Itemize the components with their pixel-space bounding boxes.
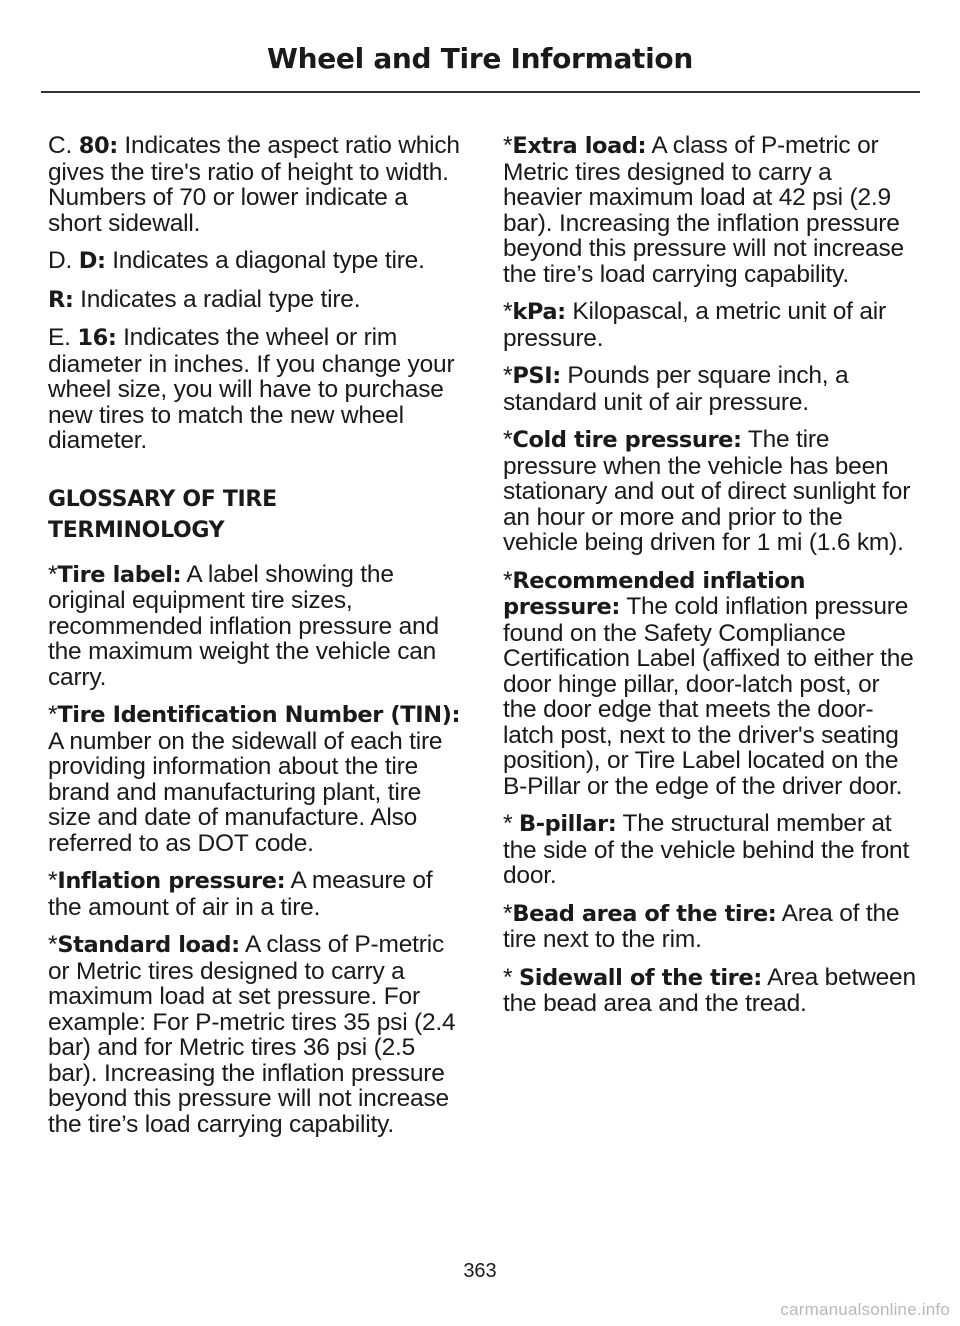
entry-text: Indicates the aspect ratio which gives the tire's ratio of height to width. Numbers of 70 or lower indicate a short sidewall.	[48, 132, 460, 237]
entry-text: A class of P-metric or Metric tires designed to carry a heavier maximum load at 42 psi (2.9 bar). Increasing the inflation pressure beyond this pressure will not increase the tire’s load carrying capability.	[503, 132, 904, 288]
glossary-entry	[48, 702, 464, 856]
entry-text: Indicates a diagonal type tire.	[105, 247, 425, 274]
glossary-entry	[503, 299, 917, 351]
entry-term: R:	[48, 286, 74, 313]
page-number: 363	[463, 1260, 497, 1282]
glossary-entry	[48, 868, 464, 920]
glossary-entry	[503, 568, 917, 800]
left-column	[48, 133, 464, 1149]
entry-prefix: E.	[48, 324, 78, 351]
entry-prefix: *	[503, 362, 513, 389]
left-entries-top	[48, 133, 464, 454]
entry-text: A label showing the original equipment tire sizes, recommended inflation pressure and the maximum weight the vehicle can carry.	[48, 560, 439, 691]
glossary-entry	[48, 562, 464, 691]
entry-term: Inflation pressure:	[57, 868, 286, 894]
glossary-entry	[48, 248, 464, 275]
entry-text: Pounds per square inch, a standard unit of air pressure.	[503, 362, 849, 416]
entry-term: PSI:	[512, 363, 561, 389]
entry-text: The tire pressure when the vehicle has been stationary and out of direct sunlight for an hour or more and prior to the vehicle being driven for 1 mi (1.6 km).	[503, 426, 911, 556]
entry-prefix: *	[503, 810, 519, 837]
entry-prefix: *	[503, 963, 519, 991]
entry-term: Tire Identification Number (TIN):	[57, 702, 461, 728]
glossary-heading: GLOSSARY OF TIRE TERMINOLOGY	[48, 486, 277, 543]
watermark: carmanualsonline.info	[780, 1300, 950, 1319]
entry-prefix: *	[48, 867, 58, 894]
right-column	[503, 133, 917, 1029]
entry-term: 16:	[77, 325, 117, 351]
entry-term: kPa:	[512, 299, 566, 325]
glossary-entry	[503, 965, 917, 1017]
entry-text: The cold inflation pressure found on the Safety Compliance Certification Label (affixed to either the door hinge pillar, door-latch post, or the door edge that meets the door-latch post, next to the driver's seating position), or Tire Label located on the B-Pillar or the edge of the driver door.	[503, 593, 914, 800]
entry-prefix: *	[503, 566, 513, 594]
entry-term: Bead area of the tire:	[512, 900, 777, 927]
entry-prefix: *	[503, 426, 513, 453]
entry-prefix: *	[503, 899, 513, 927]
glossary-entry	[48, 133, 464, 236]
entry-prefix: *	[503, 298, 513, 325]
entry-term: D:	[78, 248, 106, 274]
page-title: Wheel and Tire Information	[266, 42, 693, 75]
entry-term: Sidewall of the tire:	[518, 964, 762, 991]
entry-term: Tire label:	[57, 561, 182, 588]
glossary-entry	[48, 287, 464, 314]
glossary-entry	[503, 427, 917, 556]
entry-term: Cold tire pressure:	[512, 427, 742, 453]
entry-prefix: *	[503, 132, 513, 159]
entry-prefix: *	[48, 560, 58, 588]
right-entries	[503, 133, 917, 1017]
entry-text: A class of P-metric or Metric tires designed to carry a maximum load at set pressure. For example: For P-metric tires 35 psi (2.4 bar) and for Metric tires 36 psi (2.5 bar). Increasing the inflation pressure beyond this pressure will not increase the tire’s load carrying capability.	[48, 931, 456, 1138]
glossary-entry	[503, 811, 917, 889]
entry-text: A measure of the amount of air in a tire.	[48, 867, 433, 921]
header-divider	[41, 91, 920, 93]
entry-text: The structural member at the side of the vehicle behind the front door.	[503, 810, 910, 889]
glossary-entry	[48, 325, 464, 454]
glossary-entry	[503, 133, 917, 287]
entry-term: 80:	[78, 133, 118, 159]
left-entries-bottom	[48, 562, 464, 1138]
entry-prefix: C.	[48, 132, 79, 159]
entry-text: Kilopascal, a metric unit of air pressure.	[503, 298, 886, 352]
entry-prefix: *	[48, 931, 58, 958]
entry-term: Standard load:	[57, 932, 240, 958]
entry-text: A number on the sidewall of each tire providing information about the tire brand and manufacturing plant, tire size and date of manufacture. Also referred to as DOT code.	[48, 727, 443, 857]
glossary-entry	[503, 363, 917, 415]
entry-text: Area between the bead area and the tread.	[503, 963, 916, 1017]
glossary-entry	[48, 932, 464, 1137]
entry-text: Indicates the wheel or rim diameter in inches. If you change your wheel size, you will have to purchase new tires to match the new wheel diameter.	[48, 324, 455, 454]
entry-prefix: *	[48, 701, 58, 728]
entry-term: Extra load:	[512, 133, 647, 159]
entry-term: B-pillar:	[518, 811, 617, 837]
entry-text: Indicates a radial type tire.	[73, 285, 361, 313]
entry-prefix: D.	[48, 247, 79, 274]
entry-text: Area of the tire next to the rim.	[503, 899, 900, 953]
glossary-entry	[503, 901, 917, 953]
entry-term: Recommended inflation pressure:	[503, 567, 806, 620]
